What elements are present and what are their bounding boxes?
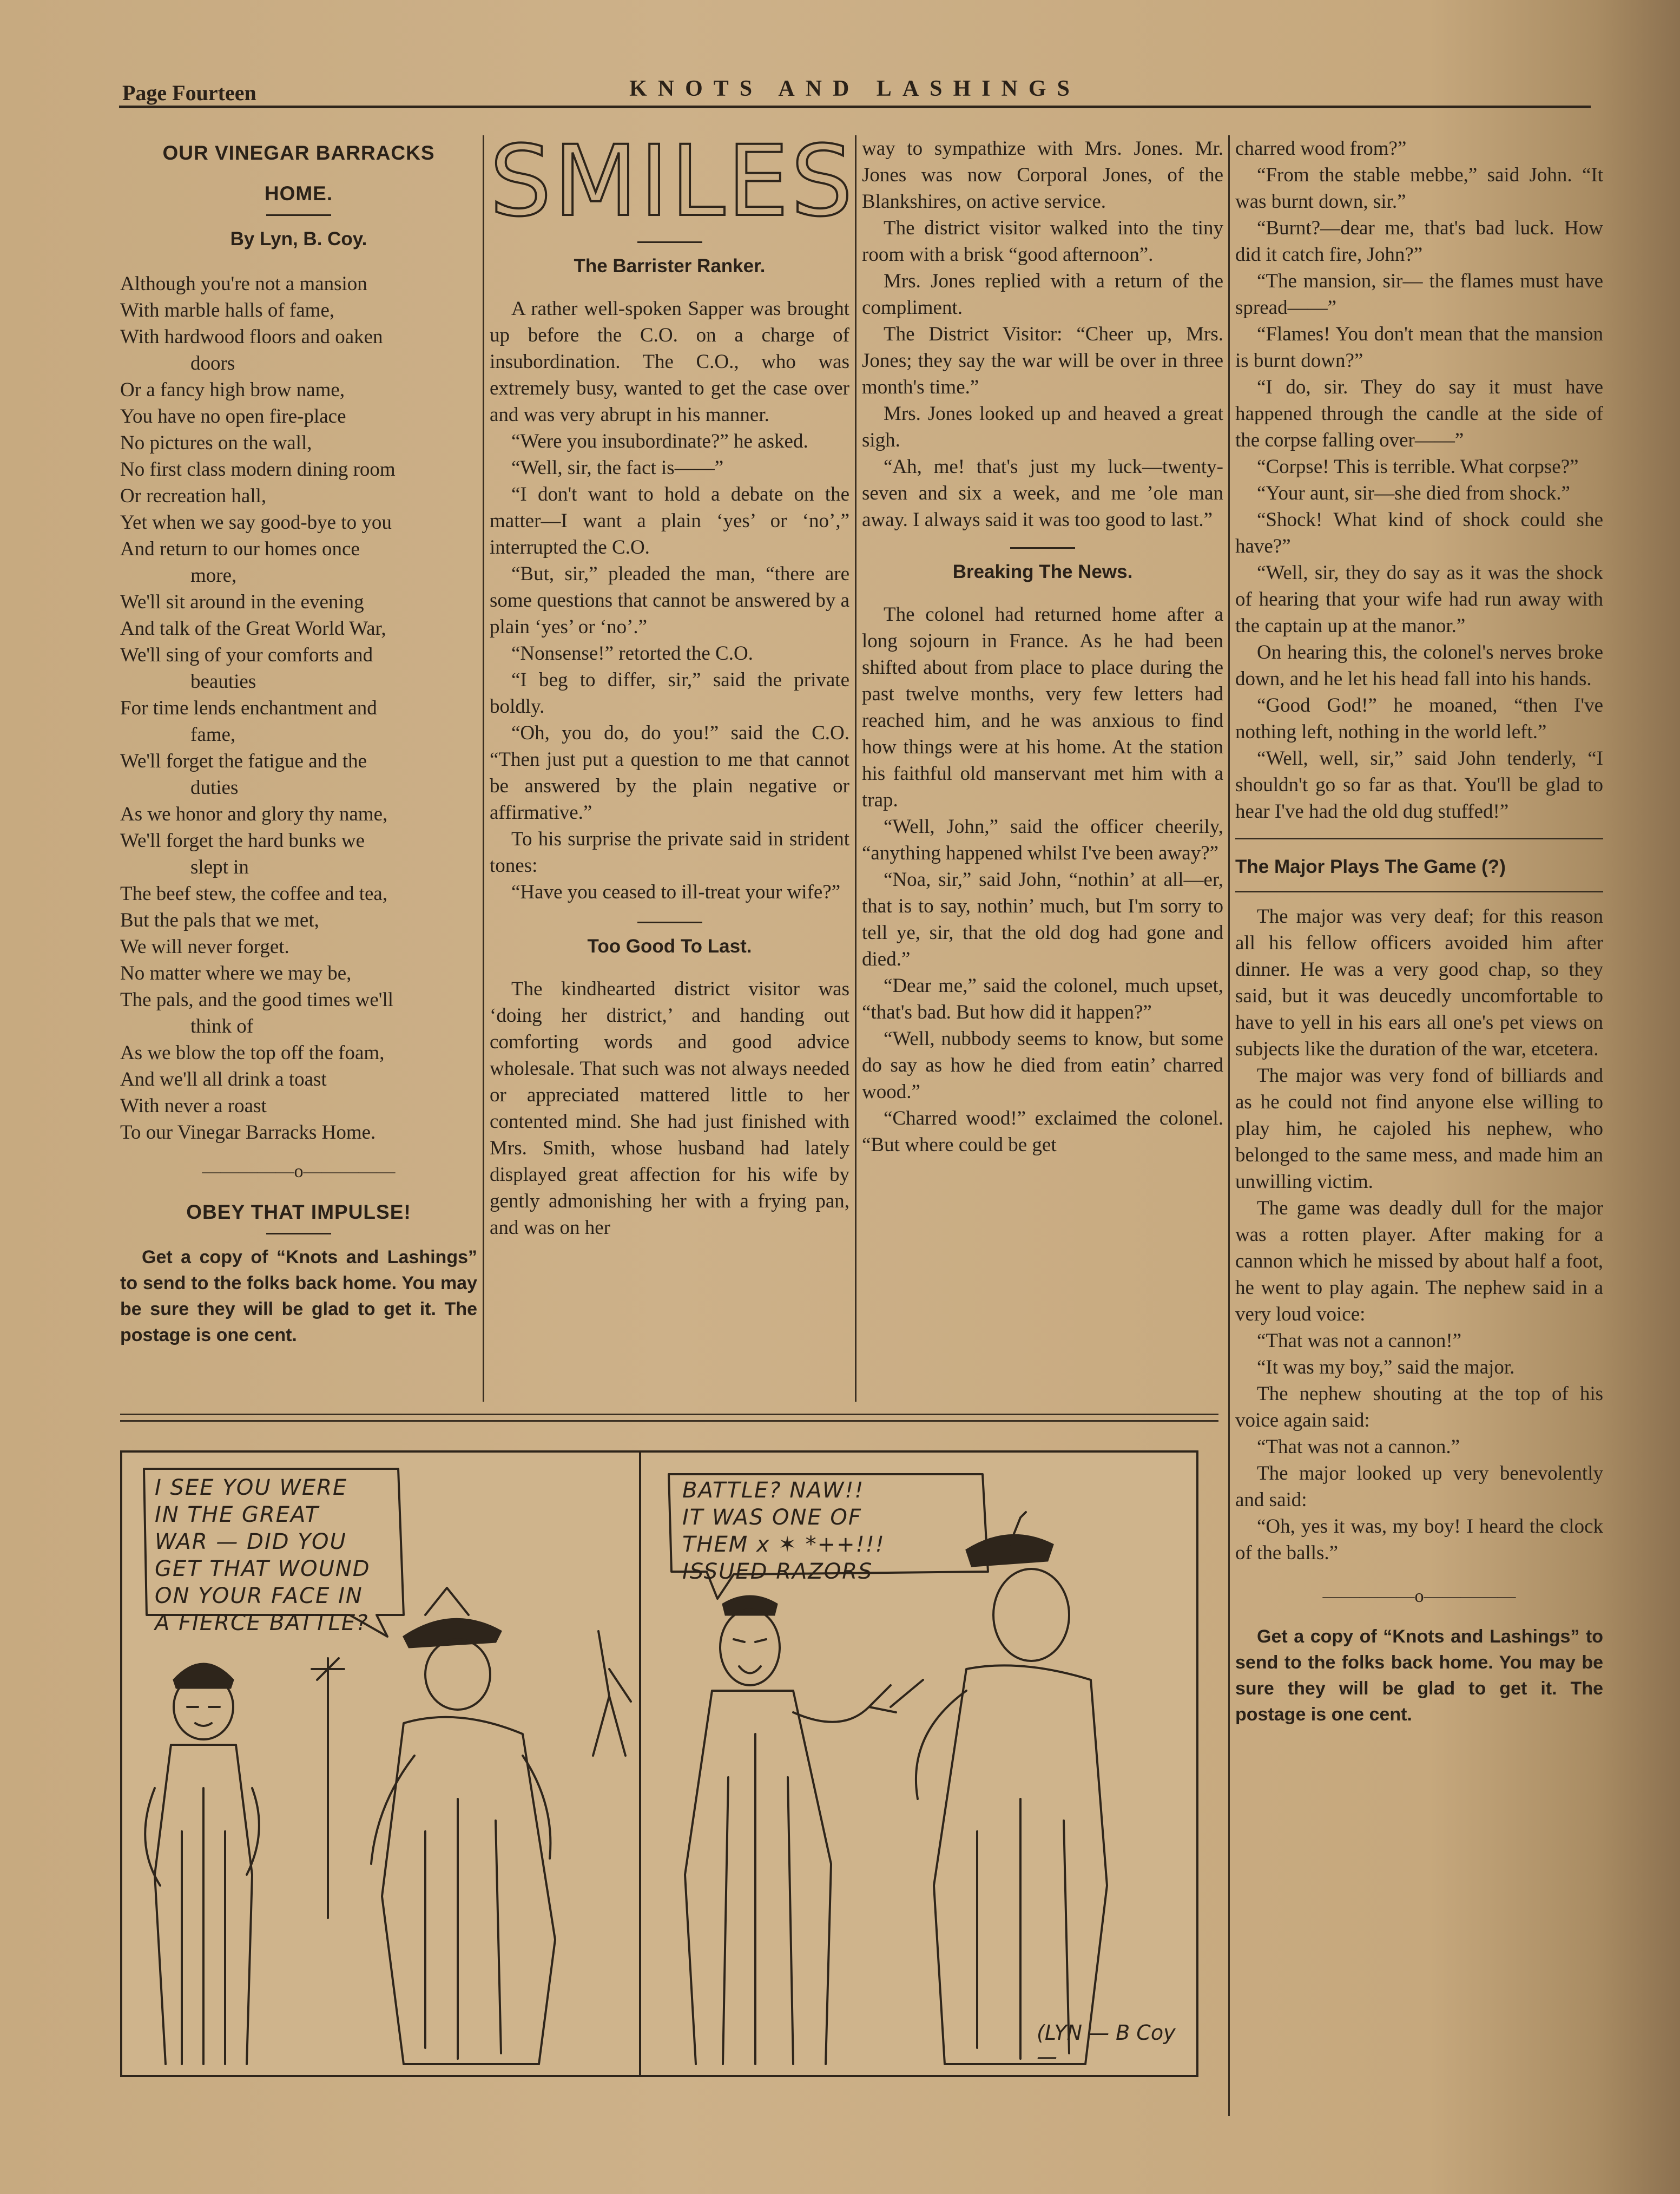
too-good-paragraph: Mrs. Jones replied with a return of the compliment. — [862, 270, 1223, 319]
too-good-title: Too Good To Last. — [587, 936, 752, 957]
poem-title-rule — [266, 214, 331, 216]
breaking-body — [862, 601, 1223, 1158]
breaking-paragraph: The colonel had returned home after a long sojourn in France. As he had been shifted about from place to place during the past twelve months, very few letters had reached him, and he was anxious to find how things were at his home. At the station his faithful old manservant met him with a trap. — [862, 603, 1223, 811]
barrister-paragraph: “Nonsense!” retorted the C.O. — [511, 642, 753, 665]
breaking-body-continued — [1235, 135, 1603, 825]
barrister-paragraph: “Have you ceased to ill-treat your wife?” — [511, 881, 841, 903]
barrister-paragraph: “Were you insubordinate?” he asked. — [511, 430, 808, 452]
barrister-paragraph: A rather well-spoken Sapper was brought up before the C.O. on a charge of insubordination. The C.O., who was extremely busy, wanted to get the case over and was very abrupt in his manner. — [490, 298, 849, 426]
poem-line: And return to our homes once — [120, 538, 360, 560]
poem-title-2: HOME. — [264, 182, 333, 205]
major-title: The Major Plays The Game (?) — [1235, 856, 1506, 877]
lady-figure — [371, 1588, 555, 2064]
major-paragraph: “It was my boy,” said the major. — [1257, 1356, 1515, 1378]
column-1 — [120, 140, 477, 1348]
poem-line: But the pals that we met, — [120, 909, 319, 931]
header-rule — [119, 106, 1591, 108]
poem-line: We'll forget the fatigue and the — [120, 750, 367, 772]
major-paragraph: The major was very fond of billiards and as he could not find anyone else willing to play him, he cajoled his nephew, who belonged to the same mess, and made him an unwilling victim. — [1235, 1065, 1603, 1193]
breaking-paragraph: “Dear me,” said the colonel, much upset, “that's bad. But how did it happen?” — [862, 975, 1223, 1023]
poem-line: As we blow the top off the foam, — [120, 1042, 385, 1064]
too-good-paragraph: “Ah, me! that's just my luck—twenty-seven and six a week, and me ’ole man away. I always said it was too good to last.” — [862, 456, 1223, 531]
too-good-rule — [637, 922, 702, 923]
poem-line: For time lends enchantment and — [120, 697, 377, 719]
breaking-paragraph: “Corpse! This is terrible. What corpse?” — [1257, 456, 1579, 478]
breaking-paragraph: “Well, well, sir,” said John tenderly, “I shouldn't go so far as that. You'll be glad to hear I've had the old dug stuffed!” — [1235, 747, 1603, 823]
too-good-paragraph: The kindhearted district visitor was ‘doing her district,’ and handing out comforting words and good advice wholesale. That such was not always needed or appreciated mattered little to her contented mind. She had just finished with Mrs. Smith, whose husband had lately displayed great affection for his wife by gently admonishing her with a frying pan, and was on her — [490, 978, 849, 1239]
breaking-paragraph: On hearing this, the colonel's nerves broke down, and he let his head fall into his hands. — [1235, 641, 1603, 690]
poem-body — [120, 271, 477, 1146]
poem-line: slept in — [190, 856, 249, 878]
breaking-rule — [1010, 547, 1075, 549]
breaking-paragraph: “Noa, sir,” said John, “nothin’ at all—er, that is to say, nothin’ much, but I'm sorry to tell ye, sir, that the old dog had gone and died.” — [862, 869, 1223, 970]
major-paragraph: “That was not a cannon.” — [1257, 1436, 1460, 1458]
speech-bubble-line: GET THAT WOUND — [155, 1556, 371, 1581]
speech-bubble-line: BATTLE? NAW!! — [682, 1478, 865, 1503]
breaking-paragraph: “The mansion, sir— the flames must have spread——” — [1235, 270, 1603, 319]
speech-bubble-line: ON YOUR FACE IN — [155, 1584, 363, 1608]
speech-bubble-left-text — [155, 1474, 371, 1637]
column-rule-3 — [1228, 135, 1230, 2116]
poem-divider: —————o————— — [202, 1161, 396, 1181]
major-paragraph: The game was deadly dull for the major was a rotten player. After making for a cannon which he missed by about half a foot, he went to play again. The nephew said in a very loud voice: — [1235, 1197, 1603, 1325]
too-good-paragraph: The district visitor walked into the tiny room with a brisk “good afternoon”. — [862, 217, 1223, 266]
poem-line: No matter where we may be, — [120, 962, 352, 984]
speech-bubble-right-text — [682, 1477, 885, 1585]
barrister-body — [490, 295, 849, 905]
poem-line: duties — [190, 777, 239, 799]
too-good-body — [490, 976, 849, 1241]
page-number: Page Fourteen — [122, 81, 256, 105]
barrister-paragraph: “I beg to differ, sir,” said the private boldly. — [490, 669, 849, 718]
soldier-figure-left — [145, 1664, 259, 2064]
too-good-paragraph: The District Visitor: “Cheer up, Mrs. Jones; they say the war will be over in three month's time.” — [862, 323, 1223, 398]
poem-line: No first class modern dining room — [120, 458, 396, 481]
poem-title: OUR VINEGAR BARRACKS — [162, 142, 435, 164]
breaking-paragraph: “Well, John,” said the officer cheerily, “anything happened whilst I've been away?” — [862, 816, 1223, 864]
cartoon-top-rule-2 — [120, 1420, 1218, 1422]
major-paragraph: “That was not a cannon!” — [1257, 1330, 1462, 1352]
poem-line: You have no open fire-place — [120, 405, 346, 428]
poem-line: With never a roast — [120, 1095, 267, 1117]
page-header — [119, 76, 1591, 108]
poem-line: Yet when we say good-bye to you — [120, 511, 392, 534]
poem-line: The pals, and the good times we'll — [120, 989, 394, 1011]
poem-line: No pictures on the wall, — [120, 432, 312, 454]
speech-bubble-line: IN THE GREAT — [155, 1502, 319, 1527]
barrister-paragraph: “But, sir,” pleaded the man, “there are some questions that cannot be answered by a plain ‘yes’ or ‘no’.” — [490, 563, 849, 638]
poem-line: With marble halls of fame, — [120, 299, 335, 321]
poem-line: As we honor and glory thy name, — [120, 803, 388, 825]
poem-line: Or recreation hall, — [120, 485, 267, 507]
breaking-paragraph: “I do, sir. They do say it must have happened through the candle at the side of the corpse falling over——” — [1235, 376, 1603, 451]
major-title-rule — [1235, 891, 1603, 892]
poem-line: And talk of the Great World War, — [120, 618, 386, 640]
cartoon-top-rule — [120, 1414, 1218, 1415]
column-rule-1 — [483, 135, 484, 1402]
breaking-paragraph: “Your aunt, sir—she died from shock.” — [1257, 482, 1570, 504]
poem-line: Or a fancy high brow name, — [120, 379, 345, 401]
breaking-paragraph: “Well, nubbody seems to know, but some do say as how he died from eatin’ charred wood.” — [862, 1028, 1223, 1103]
poem-line: We'll sing of your comforts and — [120, 644, 373, 666]
column-4 — [1235, 135, 1603, 1727]
breaking-paragraph: “From the stable mebbe,” said John. “It was burnt down, sir.” — [1235, 164, 1603, 213]
too-good-paragraph: Mrs. Jones looked up and heaved a great sigh. — [862, 403, 1223, 451]
poem-line: Although you're not a mansion — [120, 273, 367, 295]
poem-line: doors — [190, 352, 235, 375]
impulse-title-rule — [266, 1233, 331, 1234]
smiles-heading: SMILES — [490, 125, 855, 238]
artist-signature: (LYN — B Coy — — [1037, 2021, 1176, 2068]
barrister-paragraph: “I don't want to hold a debate on the matter—I want a plain ‘yes’ or ‘no’,” interrupted the C.O. — [490, 483, 849, 559]
breaking-paragraph: “Good God!” he moaned, “then I've nothing left, nothing in the world left.” — [1235, 694, 1603, 743]
lady-figure-right — [891, 1512, 1107, 2064]
major-paragraph: The nephew shouting at the top of his voice again said: — [1235, 1383, 1603, 1431]
breaking-paragraph: “Well, sir, they do say as it was the shock of hearing that your wife had run away with the captain up at the manor.” — [1235, 562, 1603, 637]
poem-line: To our Vinegar Barracks Home. — [120, 1121, 376, 1144]
poem-line: beauties — [190, 671, 256, 693]
column-3 — [862, 135, 1223, 1158]
speech-bubble-line: I SEE YOU WERE — [155, 1475, 348, 1500]
poem-line: more, — [190, 564, 237, 587]
barrister-paragraph: “Well, sir, the fact is——” — [511, 457, 724, 479]
major-body — [1235, 903, 1603, 1566]
major-paragraph: “Oh, yes it was, my boy! I heard the clock of the balls.” — [1235, 1515, 1603, 1564]
impulse-text-block — [120, 1244, 477, 1348]
major-top-rule — [1235, 838, 1603, 839]
barrister-paragraph: To his surprise the private said in strident tones: — [490, 828, 849, 877]
masthead: KNOTS AND LASHINGS — [629, 76, 1081, 101]
smiles-rule — [637, 241, 702, 243]
impulse-text-block-2 — [1235, 1624, 1603, 1727]
poem-line: We'll forget the hard bunks we — [120, 830, 365, 852]
breaking-paragraph: “Burnt?—dear me, that's bad luck. How did it catch fire, John?” — [1235, 217, 1603, 266]
column-2 — [490, 125, 855, 1241]
cartoon-panel — [120, 1450, 1198, 2077]
barrister-paragraph: “Oh, you do, do you!” said the C.O. “Then just put a question to me that cannot be answered by the plain negative or affirmative.” — [490, 722, 849, 824]
poem-line: fame, — [190, 724, 236, 746]
poem-line: The beef stew, the coffee and tea, — [120, 883, 388, 905]
speech-bubble-line: A FIERCE BATTLE? — [155, 1611, 369, 1635]
major-paragraph: The major was very deaf; for this reason all his fellow officers avoided him after dinner. He was a very good chap, so they said, but it was deucedly uncomfortable to have to yell in his ears all one's pet views on subjects like the duration of the war, etcetera. — [1235, 905, 1603, 1060]
lamp-post — [312, 1658, 344, 1918]
too-good-body-continued — [862, 135, 1223, 533]
speech-bubble-line: ISSUED RAZORS — [682, 1559, 873, 1584]
column-rule-2 — [855, 135, 857, 1402]
speech-bubble-line: THEM x ✶ *++!!! — [682, 1532, 885, 1557]
background-figure — [593, 1631, 631, 1756]
poem-line: We'll sit around in the evening — [120, 591, 364, 613]
major-paragraph: The major looked up very benevolently and said: — [1235, 1462, 1603, 1511]
too-good-paragraph: way to sympathize with Mrs. Jones. Mr. Jones was now Corporal Jones, of the Blankshires, on active service. — [862, 137, 1223, 213]
poem-line: We will never forget. — [120, 936, 289, 958]
poem-byline: By Lyn, B. Coy. — [230, 228, 367, 249]
breaking-paragraph: “Charred wood!” exclaimed the colonel. “But where could be get — [862, 1107, 1223, 1156]
poem-line: With hardwood floors and oaken — [120, 326, 383, 348]
speech-bubble-line: IT WAS ONE OF — [682, 1505, 862, 1530]
barrister-title: The Barrister Ranker. — [574, 255, 766, 277]
breaking-title: Breaking The News. — [952, 561, 1133, 582]
breaking-paragraph: charred wood from?” — [1235, 137, 1407, 160]
breaking-paragraph: “Flames! You don't mean that the mansion is burnt down?” — [1235, 323, 1603, 372]
poem-line: think of — [190, 1015, 254, 1037]
impulse-text-2: Get a copy of “Knots and Lashings” to send to the folks back home. You may be sure they will be glad to get it. The postage is one cent. — [1235, 1626, 1603, 1725]
soldier-figure-right — [685, 1596, 896, 2064]
impulse-title: OBEY THAT IMPULSE! — [186, 1201, 411, 1223]
impulse-text: Get a copy of “Knots and Lashings” to send to the folks back home. You may be sure they will be glad to get it. The postage is one cent. — [120, 1247, 477, 1345]
speech-bubble-line: WAR — DID YOU — [155, 1529, 347, 1554]
major-divider: —————o————— — [1322, 1586, 1516, 1606]
breaking-paragraph: “Shock! What kind of shock could she have?” — [1235, 509, 1603, 557]
poem-line: And we'll all drink a toast — [120, 1068, 327, 1091]
